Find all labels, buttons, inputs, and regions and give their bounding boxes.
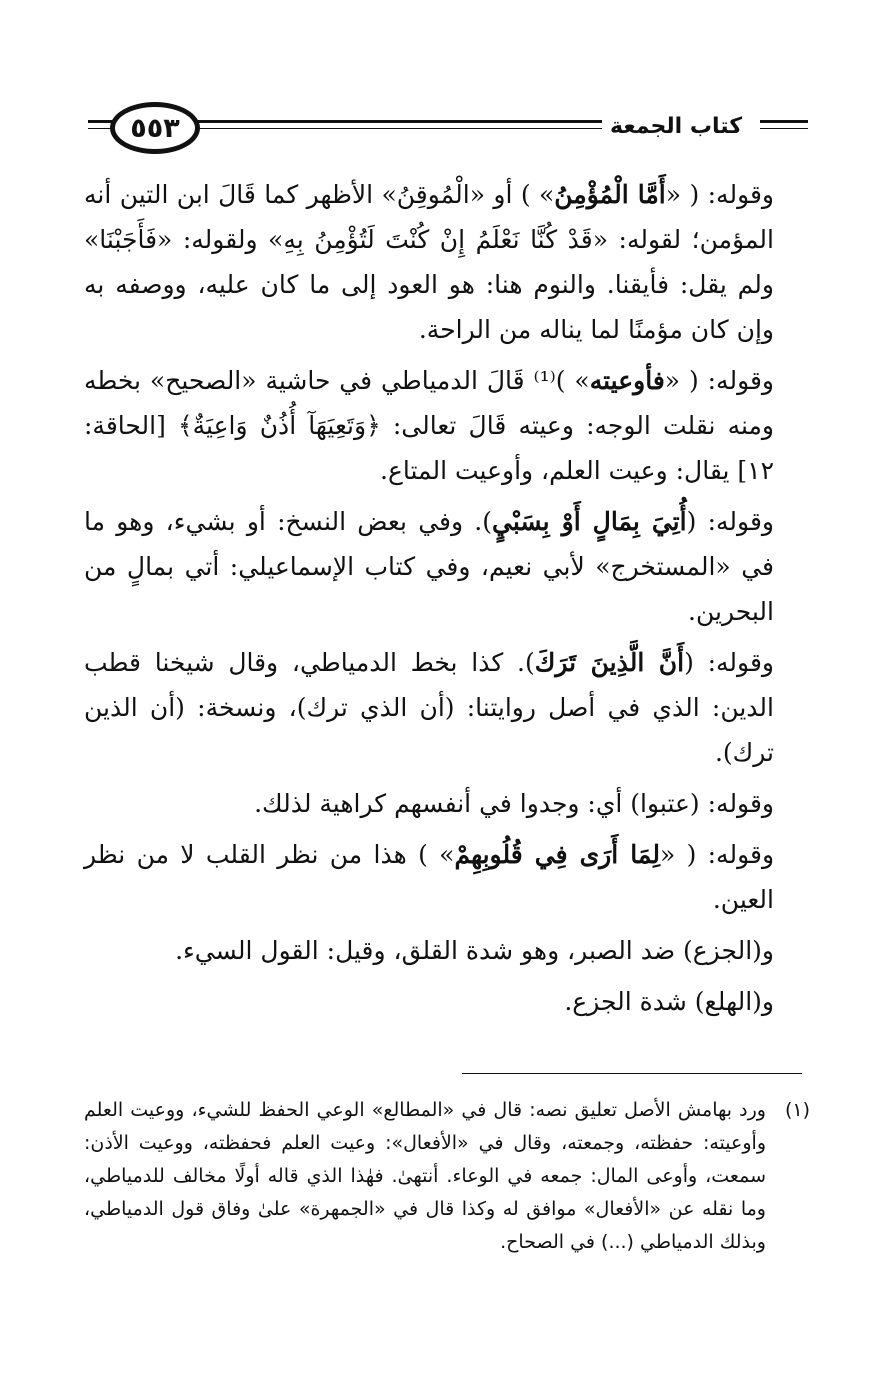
body-text xyxy=(84,172,810,1030)
quoted-phrase: أَنَّ الَّذِينَ تَرَكَ xyxy=(534,648,685,677)
paragraph-8 xyxy=(84,979,810,1024)
paragraph-text: و(الهلع) شدة الجزع. xyxy=(564,987,774,1016)
paragraph-text: ). وفي بعض النسخ: أو بشيء، وهو ما في «المستخرج» لأبي نعيم، وفي كتاب الإسماعيلي: أتي بمالٍ من البحرين. xyxy=(84,507,775,626)
header-rule-right-thin xyxy=(760,128,808,129)
footnote-text: ورد بهامش الأصل تعليق نصه: قال في «المطالع» الوعي الحفظ للشيء، ووعيت العلم وأوعيته: حفظته، وجمعته، وقال في «الأفعال»: وعيت العلم فحفظته، ووعيت الأذن: سمعت، وأوعى المال: جمعه في الوعاء. أنتهىٰ. فهٰذا الذي قاله أولًا مخالف للدمياطي، وما نقله عن «الأفعال» موافق له وكذا قال في «الجمهرة» علىٰ وفاق قول الدمياطي، وبذلك الدمياطي (...) في الصحاح. xyxy=(84,1099,766,1253)
paragraph-1 xyxy=(84,172,810,352)
quoted-phrase: أَمَّا الْمُؤْمِنُ xyxy=(554,180,666,209)
paragraph-text: » ) أو «الْمُوقِنُ» الأظهر كما قَالَ ابن التين أنه المؤمن؛ لقوله: «قَدْ كُنَّا نَعْلَمُ إِنْ كُنْتَ لَتُؤْمِنُ بِهِ» ولقوله: «فَأَجَبْنَا» ولم يقل: فأيقنا. والنوم هنا: هو العود إلى ما كان عليه، ووصفه به وإن كان مؤمنًا لما يناله من الراحة. xyxy=(84,180,774,344)
paragraph-lead: وقوله: ( « xyxy=(665,180,775,209)
running-title: كتاب الجمعة xyxy=(602,114,750,140)
paragraph-text: » ) هذا من نظر القلب لا من نظر العين. xyxy=(84,840,774,914)
paragraph-6 xyxy=(84,832,810,922)
quoted-phrase: أُتِيَ بِمَالٍ أَوْ بِسَبْيٍ xyxy=(492,507,687,536)
header-rule-middle-thin xyxy=(196,128,616,129)
paragraph-3 xyxy=(84,499,810,634)
page-header xyxy=(88,100,808,160)
page-number-oval xyxy=(110,102,200,154)
footnote-marker: (١) xyxy=(784,1099,810,1121)
footnote-separator xyxy=(462,1073,802,1074)
paragraph-4 xyxy=(84,640,810,775)
quoted-phrase: لِمَا أَرَى فِي قُلُوبِهِمْ xyxy=(454,840,660,869)
paragraph-text: و(الجزع) ضد الصبر، وهو شدة القلق، وقيل: القول السيء. xyxy=(175,936,774,965)
paragraph-lead: وقوله: ( « xyxy=(664,366,775,395)
footnotes xyxy=(84,1094,810,1259)
paragraph-lead: وقوله: ( « xyxy=(659,840,775,869)
paragraph-2 xyxy=(84,358,810,493)
quoted-phrase: فأوعيته xyxy=(589,366,665,395)
paragraph-text: وقوله: (عتبوا) أي: وجدوا في أنفسهم كراهية لذلك. xyxy=(254,789,774,818)
paragraph-7 xyxy=(84,928,810,973)
footnote-1 xyxy=(84,1094,810,1259)
page-number: ٥٥٣ xyxy=(130,112,180,144)
paragraph-lead: وقوله: ( xyxy=(684,648,774,677)
header-rule-middle xyxy=(196,120,616,123)
paragraph-5 xyxy=(84,781,810,826)
paragraph-text: » )⁽¹⁾ قَالَ الدمياطي في حاشية «الصحيح» بخطه ومنه نقلت الوجه: وعيته قَالَ تعالى: ﴿وَتَعِيَهَآ أُذُنٌ وَاعِيَةٌ﴾ [الحاقة: ١٢] يقال: وعيت العلم، وأوعيت المتاع. xyxy=(84,366,774,485)
header-rule-right xyxy=(760,120,808,123)
paragraph-text: ). كذا بخط الدمياطي، وقال شيخنا قطب الدين: الذي في أصل روايتنا: (أن الذي ترك)، ونسخة: (أن الذين ترك). xyxy=(84,648,774,767)
paragraph-lead: وقوله: ( xyxy=(686,507,774,536)
